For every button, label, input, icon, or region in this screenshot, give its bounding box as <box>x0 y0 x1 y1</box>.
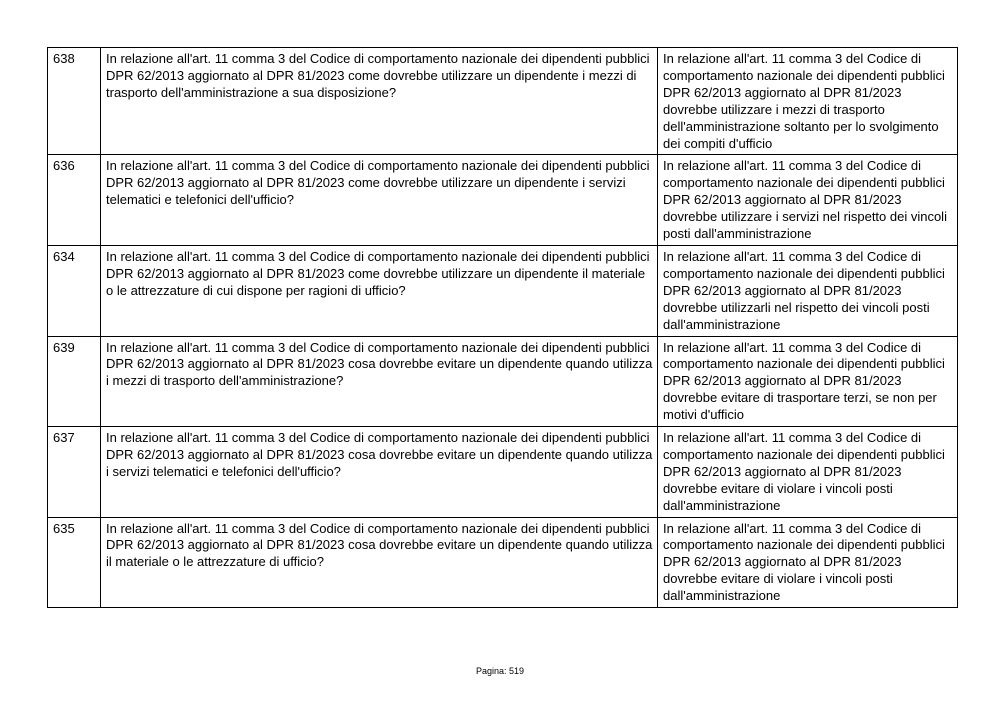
question-number: 635 <box>48 517 101 608</box>
question-number: 639 <box>48 336 101 427</box>
page-number: Pagina: 519 <box>475 666 525 676</box>
answer-text: In relazione all'art. 11 comma 3 del Codice di comportamento nazionale dei dipendenti pubblici DPR 62/2013 aggiornato al DPR 81/2023 dovrebbe evitare di violare i vincoli posti dall'amministrazione <box>658 427 958 518</box>
answer-text: In relazione all'art. 11 comma 3 del Codice di comportamento nazionale dei dipendenti pubblici DPR 62/2013 aggiornato al DPR 81/2023 dovrebbe utilizzare i servizi nel rispetto dei vincoli posti dall'amministrazione <box>658 155 958 246</box>
question-text: In relazione all'art. 11 comma 3 del Codice di comportamento nazionale dei dipendenti pubblici DPR 62/2013 aggiornato al DPR 81/2023 cosa dovrebbe evitare un dipendente quando utilizza il materiale o le attrezzature di ufficio? <box>101 517 658 608</box>
question-table <box>47 47 958 608</box>
answer-text: In relazione all'art. 11 comma 3 del Codice di comportamento nazionale dei dipendenti pubblici DPR 62/2013 aggiornato al DPR 81/2023 dovrebbe evitare di trasportare terzi, se non per motivi d'ufficio <box>658 336 958 427</box>
question-text: In relazione all'art. 11 comma 3 del Codice di comportamento nazionale dei dipendenti pubblici DPR 62/2013 aggiornato al DPR 81/2023 cosa dovrebbe evitare un dipendente quando utilizza i servizi telematici e telefonici dell'ufficio? <box>101 427 658 518</box>
question-number: 637 <box>48 427 101 518</box>
question-text: In relazione all'art. 11 comma 3 del Codice di comportamento nazionale dei dipendenti pubblici DPR 62/2013 aggiornato al DPR 81/2023 come dovrebbe utilizzare un dipendente i servizi telematici e telefonici dell'ufficio? <box>101 155 658 246</box>
answer-text: In relazione all'art. 11 comma 3 del Codice di comportamento nazionale dei dipendenti pubblici DPR 62/2013 aggiornato al DPR 81/2023 dovrebbe evitare di violare i vincoli posti dall'amministrazione <box>658 517 958 608</box>
table-row <box>48 155 958 246</box>
answer-text: In relazione all'art. 11 comma 3 del Codice di comportamento nazionale dei dipendenti pubblici DPR 62/2013 aggiornato al DPR 81/2023 dovrebbe utilizzarli nel rispetto dei vincoli posti dall'amministrazione <box>658 245 958 336</box>
question-text: In relazione all'art. 11 comma 3 del Codice di comportamento nazionale dei dipendenti pubblici DPR 62/2013 aggiornato al DPR 81/2023 come dovrebbe utilizzare un dipendente il materiale o le attrezzature di cui dispone per ragioni di ufficio? <box>101 245 658 336</box>
table-row <box>48 48 958 155</box>
table-row <box>48 336 958 427</box>
question-number: 634 <box>48 245 101 336</box>
question-number: 636 <box>48 155 101 246</box>
page-footer <box>0 666 1000 676</box>
table-row <box>48 517 958 608</box>
table-row <box>48 427 958 518</box>
question-number: 638 <box>48 48 101 155</box>
table-row <box>48 245 958 336</box>
question-text: In relazione all'art. 11 comma 3 del Codice di comportamento nazionale dei dipendenti pubblici DPR 62/2013 aggiornato al DPR 81/2023 cosa dovrebbe evitare un dipendente quando utilizza i mezzi di trasporto dell'amministrazione? <box>101 336 658 427</box>
answer-text: In relazione all'art. 11 comma 3 del Codice di comportamento nazionale dei dipendenti pubblici DPR 62/2013 aggiornato al DPR 81/2023 dovrebbe utilizzare i mezzi di trasporto dell'amministrazione soltanto per lo svolgimento dei compiti d'ufficio <box>658 48 958 155</box>
question-text: In relazione all'art. 11 comma 3 del Codice di comportamento nazionale dei dipendenti pubblici DPR 62/2013 aggiornato al DPR 81/2023 come dovrebbe utilizzare un dipendente i mezzi di trasporto dell'amministrazione a sua disposizione? <box>101 48 658 155</box>
